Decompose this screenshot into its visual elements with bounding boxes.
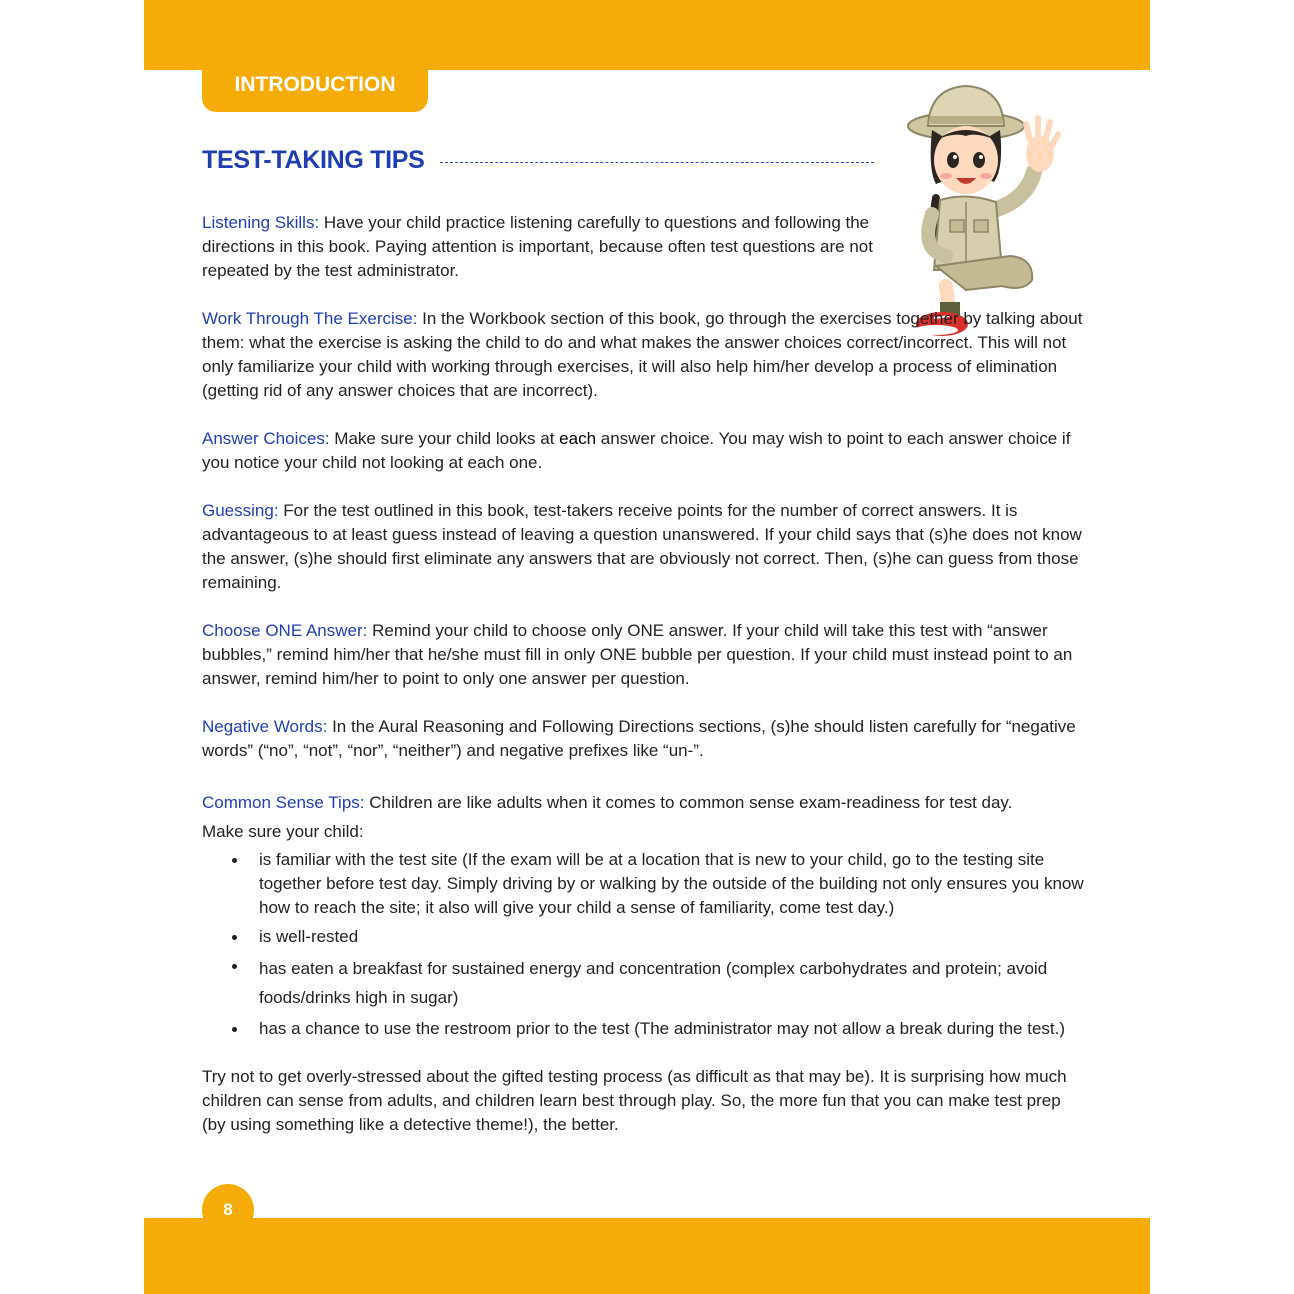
heading-row <box>202 146 882 182</box>
tip-choose-one-answer <box>202 619 1084 691</box>
list-item: has a chance to use the restroom prior to the test (The administrator may not allow a break during the test.) <box>228 1017 1084 1041</box>
page-title: TEST-TAKING TIPS <box>202 146 425 174</box>
tip-text: Have your child practice listening carefully to questions and following the directions in this book. Paying attention is important, because often test questions are not repeated by the test administrator. <box>202 213 873 280</box>
tip-term: Common Sense Tips: <box>202 793 365 812</box>
tip-answer-choices <box>202 427 1084 475</box>
tip-text: In the Aural Reasoning and Following Directions sections, (s)he should listen carefully for “negative words” (“no”, “not”, “nor”, “neither”) and negative prefixes like “un-”. <box>202 717 1076 760</box>
tip-text: answer choice. You may wish to point to each answer choice if you notice your child not looking at each one. <box>202 429 1071 472</box>
tip-term: Negative Words: <box>202 717 328 736</box>
footer-band <box>144 1218 1150 1294</box>
tip-term: Guessing: <box>202 501 279 520</box>
list-item: has eaten a breakfast for sustained energy and concentration (complex carbohydrates and protein; avoid foods/drinks high in sugar) <box>228 954 1084 1012</box>
tip-emphasis: each <box>559 429 597 448</box>
tip-text: In the Workbook section of this book, go through the exercises together by talking about them: what the exercise is asking the child to do and what makes the answer choices correct/incorrect. This will not only familiarize your child with working through exercises, it will also help him/her develop a process of elimination (getting rid of any answer choices that are incorrect). <box>202 309 1083 400</box>
list-item: is well-rested <box>228 925 1084 949</box>
dashed-divider <box>440 162 874 163</box>
tip-listening-skills <box>202 211 892 283</box>
tip-text: Children are like adults when it comes to common sense exam-readiness for test day. <box>364 793 1013 812</box>
tip-term: Work Through The Exercise: <box>202 309 418 328</box>
tip-text: Remind your child to choose only ONE answer. If your child will take this test with “answer bubbles,” remind him/her that he/she must fill in only ONE bubble per question. If your child must instead point to an answer, remind him/her to point to only one answer per question. <box>202 621 1073 688</box>
checklist <box>202 848 1084 1041</box>
tip-common-sense <box>202 791 1084 815</box>
tip-text: For the test outlined in this book, test-takers receive points for the number of correct answers. It is advantageous to at least guess instead of leaving a question unanswered. If your child says that (s)he does not know the answer, (s)he should first eliminate any answers that are obviously not correct. Then, (s)he can guess from those remaining. <box>202 501 1082 592</box>
page-number: 8 <box>202 1184 254 1236</box>
checklist-intro: Make sure your child: <box>202 822 364 841</box>
tip-term: Listening Skills: <box>202 213 320 232</box>
tip-guessing <box>202 499 1084 595</box>
tip-term: Choose ONE Answer: <box>202 621 368 640</box>
closing-paragraph: Try not to get overly-stressed about the gifted testing process (as difficult as that may be). It is surprising how much children can sense from adults, and children learn best through play. So, the more fun that you can make test prep (by using something like a detective theme!), the better. <box>202 1067 1067 1134</box>
section-tab <box>202 56 428 112</box>
tip-term: Answer Choices: <box>202 429 330 448</box>
tip-text: Make sure your child looks at <box>329 429 560 448</box>
tip-work-through-exercise <box>202 307 1084 403</box>
tip-negative-words <box>202 715 1084 763</box>
section-label: INTRODUCTION <box>234 73 396 96</box>
list-item: is familiar with the test site (If the exam will be at a location that is new to your child, go to the testing site together before test day. Simply driving by or walking by the outside of the building not only ensures you know how to reach the site; it also will give your child a sense of familiarity, come test day.) <box>228 848 1084 920</box>
book-page <box>144 0 1150 1294</box>
tips-body <box>202 211 1084 1137</box>
